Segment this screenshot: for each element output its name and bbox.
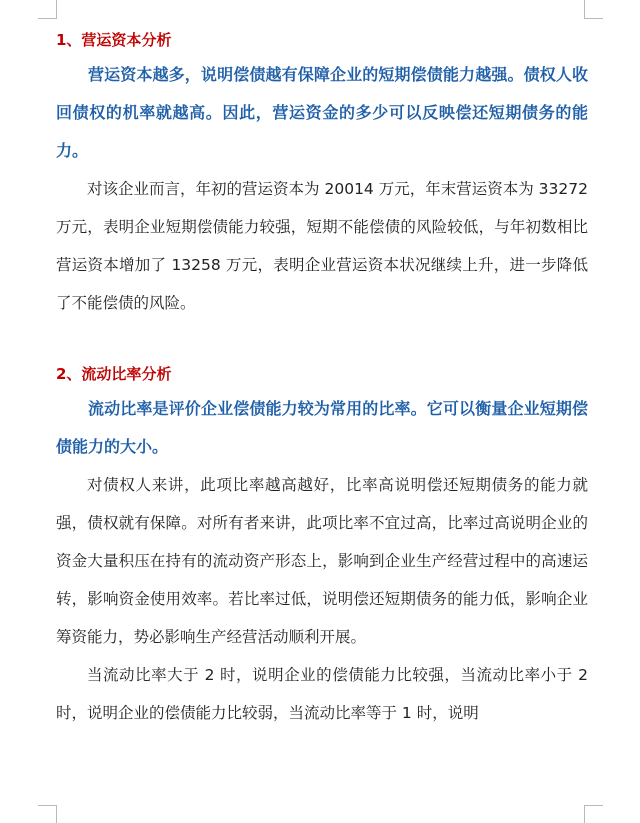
paragraph-spacer bbox=[56, 322, 588, 358]
section-body-current-ratio: 对债权人来讲，此项比率越高越好，比率高说明偿还短期债务的能力就强，债权就有保障。对所有者来讲，此项比率不宜过高，比率过高说明企业的资金大量积压在持有的流动资产形态上，影响到企业生产经营过程中的高速运转，影响资金使用效率。若比率过低，说明偿还短期债务的能力低，影响企业筹资能力，势必影响生产经营活动顺利开展。 bbox=[56, 476, 588, 646]
margin-corner-top-left bbox=[38, 0, 57, 19]
section-body-working-capital: 对该企业而言，年初的营运资本为 20014 万元，年末营运资本为 33272 万元，表明企业短期偿债能力较强，短期不能偿债的风险较低，与年初数相比营运资本增加了 13258 万元，表明企业营运资本状况继续上升，进一步降低了不能偿债的风险。 bbox=[56, 180, 588, 312]
margin-corner-top-right bbox=[584, 0, 603, 19]
section-heading-current-ratio: 2、流动比率分析 bbox=[56, 365, 172, 383]
document-body bbox=[56, 24, 588, 732]
section-body-current-ratio-thresholds: 当流动比率大于 2 时，说明企业的偿债能力比较强，当流动比率小于 2 时，说明企业的偿债能力比较弱，当流动比率等于 1 时，说明 bbox=[56, 666, 588, 722]
section-lead-current-ratio: 流动比率是评价企业偿债能力较为常用的比率。它可以衡量企业短期偿债能力的大小。 bbox=[56, 399, 588, 456]
section-lead-working-capital: 营运资本越多，说明偿债越有保障企业的短期偿债能力越强。债权人收回债权的机率就越高。因此，营运资金的多少可以反映偿还短期债务的能力。 bbox=[56, 65, 588, 160]
margin-corner-bottom-left bbox=[38, 805, 57, 823]
margin-corner-bottom-right bbox=[584, 805, 603, 823]
section-heading-working-capital: 1、营运资本分析 bbox=[56, 31, 172, 49]
